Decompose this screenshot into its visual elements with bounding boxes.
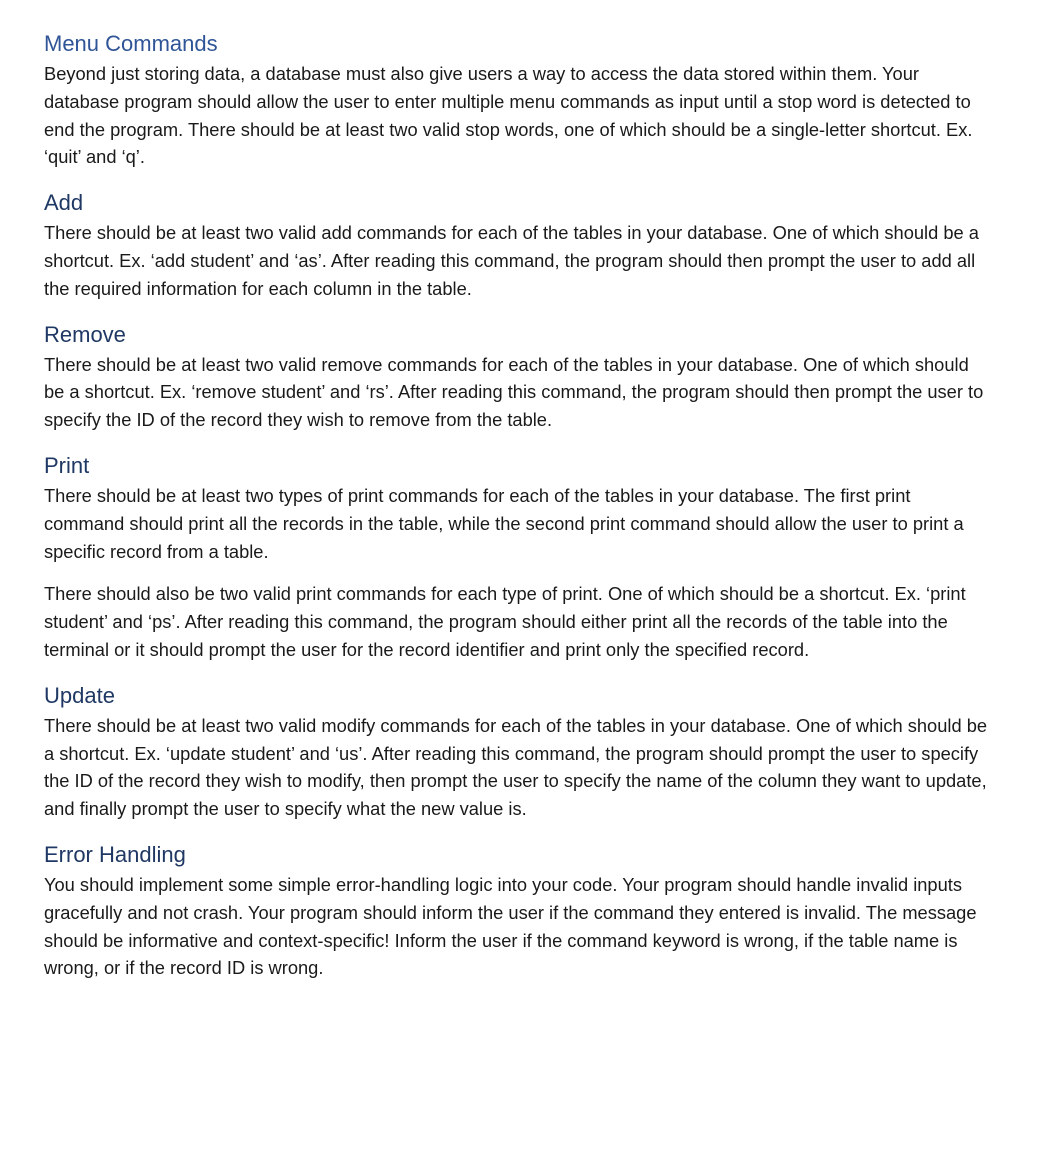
section-menu-commands	[44, 28, 992, 171]
section-paragraph: There should be at least two valid add commands for each of the tables in your database. One of which should be a shortcut. Ex. ‘add student’ and ‘as’. After reading this command, the program should then prompt the user to add all the required information for each column in the table.	[44, 222, 979, 299]
section-heading: Add	[44, 190, 84, 216]
section-paragraph: There should be at least two valid modify commands for each of the tables in your database. One of which should be a shortcut. Ex. ‘update student’ and ‘us’. After reading this command, the program should prompt the user to specify the ID of the record they wish to modify, then prompt the user to specify the name of the column they want to update, and finally prompt the user to specify what the new value is.	[44, 714, 988, 820]
section-paragraph: You should implement some simple error-handling logic into your code. Your program should handle invalid inputs gracefully and not crash. Your program should inform the user if the command they entered is invalid. The message should be informative and context-specific! Inform the user if the command keyword is wrong, if the table name is wrong, or if the record ID is wrong.	[44, 873, 977, 979]
section-print	[44, 450, 992, 664]
section-add	[44, 187, 992, 302]
section-error-handling	[44, 839, 992, 982]
document-body	[44, 28, 992, 982]
section-heading: Remove	[44, 321, 126, 347]
section-paragraph: There should be at least two types of print commands for each of the tables in your database. The first print command should print all the records in the table, while the second print command should allow the user to print a specific record from a table.	[44, 484, 964, 562]
section-paragraph: There should be at least two valid remove commands for each of the tables in your database. One of which should be a shortcut. Ex. ‘remove student’ and ‘rs’. After reading this command, the program should then prompt the user to specify the ID of the record they wish to remove from the table.	[44, 353, 984, 431]
section-heading: Update	[44, 682, 115, 708]
section-heading: Print	[44, 452, 90, 478]
section-update	[44, 680, 992, 823]
section-heading: Error Handling	[44, 841, 186, 867]
section-heading: Menu Commands	[44, 31, 218, 56]
section-remove	[44, 319, 992, 434]
section-paragraph: Beyond just storing data, a database must also give users a way to access the data stored within them. Your database program should allow the user to enter multiple menu commands as input until a stop word is detected to end the program. There should be at least two valid stop words, one of which should be a single-letter shortcut. Ex. ‘quit’ and ‘q’.	[44, 63, 973, 168]
section-paragraph: There should also be two valid print commands for each type of print. One of which should be a shortcut. Ex. ‘print student’ and ‘ps’. After reading this command, the program should either print all the records of the table into the terminal or it should prompt the user for the record identifier and print only the specified record.	[44, 583, 966, 660]
